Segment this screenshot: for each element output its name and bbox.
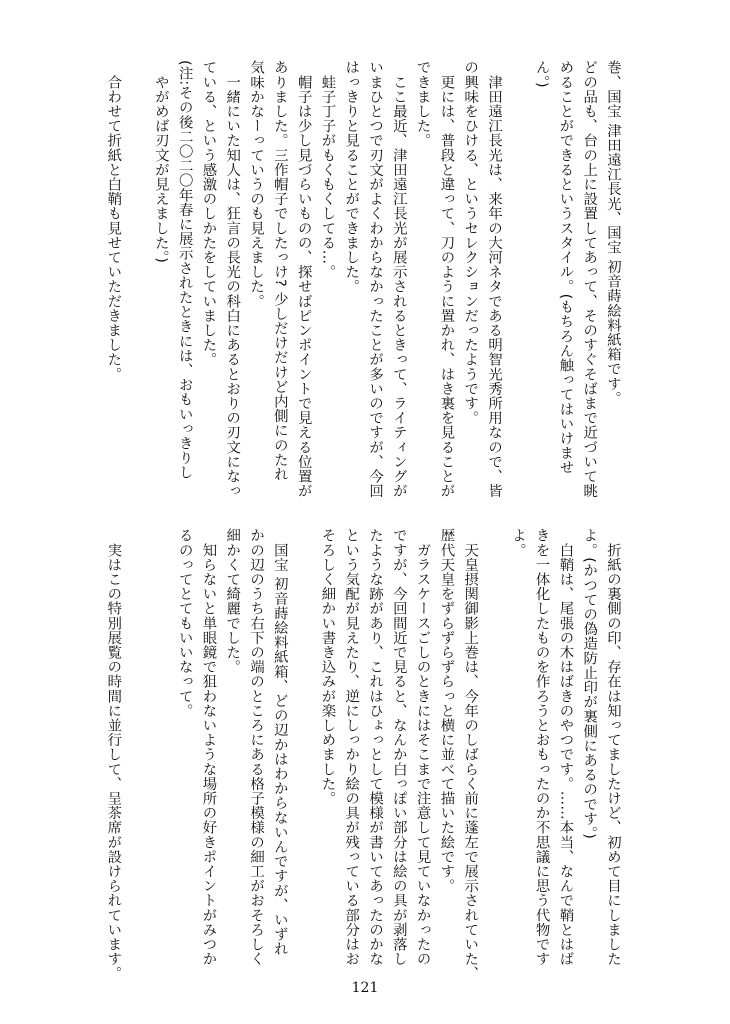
text-column: 巻、国宝 津田遠江長光、国宝 初音蒔絵料紙箱です。 [605, 60, 621, 406]
text-block-bottom [100, 528, 624, 981]
text-column: ですが、今回間近で見ると、なんか白っぽい部分は絵の具が剥落し [390, 528, 407, 966]
text-column: 知らないと単眼鏡で狙わないような場所の好きポイントがみつか [200, 528, 217, 966]
text-column: 細かくて綺麗でした。 [224, 528, 241, 674]
text-column: の興味をひける、というセレクションだったようです。 [462, 60, 479, 425]
text-column: よ。 [509, 528, 526, 558]
text-column: ている、という感激のしかたをしていました。 [200, 60, 217, 367]
text-column: 更には、普段と違って、刀のように置かれ、はき裏を見ることが [438, 60, 455, 498]
text-column: 国宝 初音蒔絵料紙箱、どの辺かはわからないんですが、いずれ [271, 528, 288, 957]
text-column: かの辺のうち右下の端のところにある格子模様の細工がおそろしく [248, 528, 265, 966]
text-column: どの品も、台の上に設置してあって、そのすぐそばまで近づいて眺 [581, 60, 598, 498]
text-column [124, 528, 148, 968]
text-block-top [100, 60, 624, 500]
text-column: よ。(かつての偽造防止印が裏側にあるのです。) [581, 528, 598, 840]
text-column: 津田遠江長光は、来年の大河ネタである明智光秀所用なので、皆 [486, 60, 503, 498]
text-column [148, 528, 172, 968]
text-column: 合わせて折紙と白鞘も見せていただきました。 [105, 60, 122, 382]
text-column [505, 60, 529, 500]
text-column: ガラスケースごしのときにはそこまで注意して見ていなかったの [414, 528, 431, 966]
text-column: ありました。三作帽子でしたっけ? 少しだけだけど内側にのたれ [271, 60, 288, 482]
text-column: 天皇摂関御影上巻は、今年のしばらく前に蓬左で展示されていた、 [462, 528, 479, 981]
text-column: できました。 [414, 60, 431, 148]
text-column [481, 528, 505, 968]
text-column: ここ最近、津田遠江長光が展示されるときって、ライティングが [390, 60, 407, 498]
text-column: るのってとてもいいなって。 [176, 528, 193, 718]
text-column: はっきりと見ることができました。 [343, 60, 360, 294]
page-number: 121 [351, 980, 379, 996]
text-column [124, 60, 148, 500]
text-column [291, 528, 315, 968]
text-column: 実はこの特別展覧の時間に並行して、呈茶席が設けられています。 [105, 528, 122, 981]
text-column: やがめば刃文が見えました。) [152, 60, 169, 264]
text-column: きを一体化したものを作ろうとおもったのか不思議に思う代物です [533, 528, 550, 966]
text-column: 蛙子丁子がもくもくしてる…。 [319, 60, 336, 279]
text-column: 歴代天皇をずらずらずらっと横に並べて描いた絵です。 [438, 528, 455, 893]
text-column: たような跡があり、これはひょっとして模様が書いてあったのかな [367, 528, 384, 966]
text-column: 帽子は少し見づらいものの、探せばピンポイントで見える位置が [295, 60, 312, 498]
text-column: 折紙の裏側の印、存在は知ってましたけど、初めて目にしました [605, 528, 621, 966]
text-column: そろしく細かい書き込みが楽しめました。 [319, 528, 336, 806]
text-column: 一緒にいた知人は、狂言の長光の科白にあるとおりの刃文になっ [224, 60, 241, 498]
text-column: 気味かなーっていうのも見えました。 [248, 60, 265, 309]
text-column: ん。) [533, 60, 550, 88]
text-column: めることができるというスタイル。(もちろん触ってはいけませ [557, 60, 574, 475]
text-column: 白鞘は、尾張の木はばきのやつです。……本当、なんで鞘とはば [557, 528, 574, 966]
text-column: という気配が見えたり、逆にしっかり絵の具が残っている部分はお [343, 528, 360, 966]
text-column: いまひとつで刃文がよくわからなかったことが多いのですが、今回 [367, 60, 384, 498]
text-column: (注:その後二〇二〇年春に展示されたときには、おもいっきりし [176, 60, 193, 480]
